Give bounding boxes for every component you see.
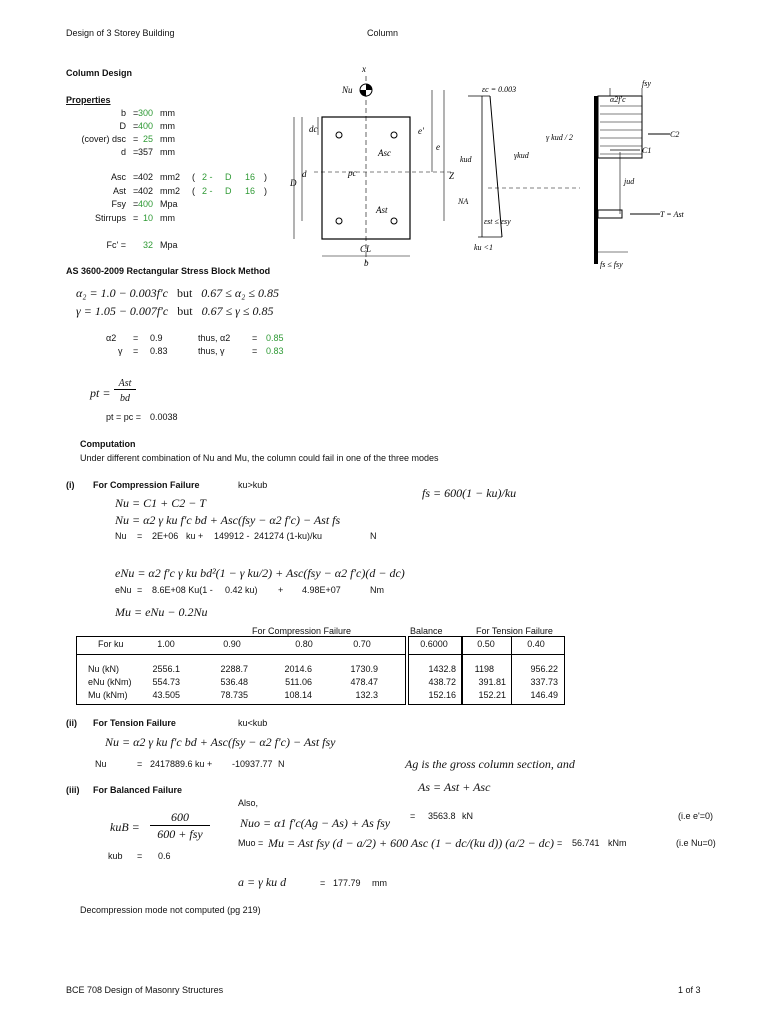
enu-line-coef: 8.6E+08 Ku(1 -	[152, 585, 213, 595]
compression-number: (i)	[66, 480, 75, 490]
table-cell: 152.16	[428, 690, 456, 700]
row-label: Mu (kNm)	[88, 690, 128, 700]
column-section-diagram	[284, 62, 484, 272]
tension-condition: ku<kub	[238, 718, 268, 728]
a-value: 177.79	[333, 878, 361, 888]
enu-line-label: eNu	[115, 585, 132, 595]
alpha-eq: =	[133, 333, 139, 343]
nu-line-coef: 2E+06	[152, 531, 179, 541]
ku-cell: 0.6000	[420, 639, 448, 649]
prop-value: 357	[137, 147, 153, 157]
gamma-formula-range: 0.67 ≤ γ ≤ 0.85	[201, 304, 274, 318]
prop-eq: =	[133, 199, 139, 209]
tension-equation: Nu = α2 γ ku f′c bd + Asc(fsy − α2 f′c) − Ast fsy	[105, 735, 336, 749]
prop-label: Ast	[112, 186, 126, 196]
gross-section-note: Ag is the gross column section, and	[405, 757, 575, 771]
alpha-formula-but: but	[176, 286, 193, 300]
footer-page: 1 of 3	[678, 985, 701, 995]
nu-line-unit: N	[370, 531, 377, 541]
ku-less-label: ku <1	[474, 243, 493, 252]
section-title: Column Design	[66, 68, 133, 78]
gamma-eq: =	[133, 346, 139, 356]
b-label: b	[364, 258, 369, 268]
balanced-number: (iii)	[66, 785, 80, 795]
stress-block-heading: AS 3600-2009 Rectangular Stress Block Method	[66, 266, 271, 276]
tension-line-coef: 2417889.6 ku +	[150, 759, 213, 769]
prop-label: Stirrups	[94, 213, 126, 223]
pt-lhs: pt =	[90, 386, 111, 400]
e-prime-label: e'	[418, 126, 424, 136]
enu-line-unit: Nm	[370, 585, 384, 595]
computation-intro: Under different combination of Nu and Mu, the column could fail in one of the three modes	[80, 453, 439, 463]
row-label: Nu (kN)	[88, 664, 119, 674]
prop-label: D	[119, 121, 126, 131]
prop-label: Asc	[110, 172, 126, 182]
ku-header: For ku	[98, 639, 124, 649]
alpha-sym: α2	[106, 333, 117, 343]
prop-bar-dia: 16	[245, 186, 256, 196]
prop-label: b	[120, 108, 126, 118]
enu-line-ku: 0.42 ku)	[225, 585, 258, 595]
prop-eq: =	[133, 134, 139, 144]
fs-equation: fs = 600(1 − ku)/ku	[422, 486, 517, 500]
x-axis-label: x	[362, 64, 366, 74]
prop-eq: =	[133, 213, 139, 223]
muo-note: (i.e Nu=0)	[676, 838, 716, 848]
prop-eq: =	[133, 186, 139, 196]
kub-value: 0.6	[158, 851, 171, 861]
ast-label: Ast	[376, 205, 388, 215]
muo-equation: Mu = Ast fsy (d − a/2) + 600 Asc (1 − dc/(ku d)) (a/2 − dc)	[268, 836, 554, 850]
half-depth-label: γ kud / 2	[546, 133, 573, 142]
gamma-value: 0.83	[150, 346, 168, 356]
ku-cell: 0.50	[477, 639, 495, 649]
nu-line-ku: ku +	[186, 531, 204, 541]
table-cell: 78.735	[220, 690, 248, 700]
strain-stress-diagram	[458, 79, 690, 272]
table-cell: 132.3	[355, 690, 378, 700]
table-cell: 511.06	[285, 677, 312, 687]
tension-force-label: T = Ast	[660, 210, 684, 219]
nu-line-const: 149912 -	[214, 531, 250, 541]
dc-label: dc	[309, 124, 318, 134]
tension-line-label: Nu	[95, 759, 107, 769]
stress-a2fc-label: α2f'c	[610, 95, 626, 104]
pt-numerator: Ast	[114, 378, 136, 390]
table-group-tension: For Tension Failure	[476, 626, 553, 636]
table-group-compression: For Compression Failure	[252, 626, 352, 636]
ku-cell: 1.00	[157, 639, 175, 649]
asc-label: Asc	[378, 148, 391, 158]
prop-value: 25	[142, 134, 153, 144]
pc-label: pc	[348, 168, 357, 178]
na-label: NA	[458, 197, 469, 206]
ku-cell: 0.40	[527, 639, 545, 649]
prop-paren: (	[192, 172, 195, 182]
footer-left: BCE 708 Design of Masonry Structures	[66, 985, 224, 995]
enu-line-eq: =	[137, 585, 143, 595]
table-cell: 554.73	[152, 677, 180, 687]
table-cell: 478.47	[350, 677, 378, 687]
prop-paren: (	[192, 186, 195, 196]
gamma-sym: γ	[118, 346, 123, 356]
a-equation: a = γ ku d	[238, 875, 287, 889]
prop-value: 300	[137, 108, 153, 118]
kud-label: kud	[460, 155, 472, 164]
muo-value: 56.741	[572, 838, 600, 848]
prop-unit: mm	[160, 121, 175, 131]
nu-force-equation: Nu = C1 + C2 − T	[115, 496, 206, 510]
prop-unit: mm2	[160, 186, 180, 196]
table-cell: 391.81	[478, 677, 506, 687]
table-cell: 337.73	[530, 677, 558, 687]
steel-strain-label: εst ≤ εsy	[484, 217, 511, 226]
d-label: d	[302, 169, 307, 179]
balanced-title: For Balanced Failure	[93, 785, 183, 795]
table-group-balance: Balance	[410, 626, 443, 636]
header-left: Design of 3 Storey Building	[66, 28, 175, 38]
table-cell: 108.14	[284, 690, 312, 700]
muo-unit: kNm	[608, 838, 627, 848]
nuo-unit: kN	[462, 811, 473, 821]
prop-value: 400	[137, 199, 153, 209]
enu-line-plus: +	[278, 585, 284, 595]
z-axis-label: Z	[449, 171, 455, 181]
alpha-eq2: =	[252, 333, 258, 343]
prop-label: d	[120, 147, 126, 157]
table-cell: 536.48	[220, 677, 248, 687]
table-cell: 146.49	[530, 690, 558, 700]
tension-line-eq: =	[137, 759, 143, 769]
table-cell: 2556.1	[152, 664, 180, 674]
kub-line-eq: =	[137, 851, 143, 861]
kub-line-label: kub	[108, 851, 123, 861]
gkud-label: γkud	[514, 151, 529, 160]
tension-line-unit: N	[278, 759, 285, 769]
prop-eq: =	[133, 121, 139, 131]
mu-equation: Mu = eNu − 0.2Nu	[115, 605, 208, 619]
decompression-note: Decompression mode not computed (pg 219)	[80, 905, 261, 915]
nuo-eq: =	[410, 811, 416, 821]
pt-pc-label: pt = pc =	[106, 412, 142, 422]
prop-unit: mm2	[160, 172, 180, 182]
gamma-result: 0.83	[266, 346, 284, 356]
fs-label: fs ≤ fsy	[600, 260, 623, 269]
alpha-value: 0.9	[150, 333, 163, 343]
kub-denominator: 600 + fsy	[157, 827, 203, 841]
nuo-note: (i.e e'=0)	[678, 811, 713, 821]
compression-title: For Compression Failure	[93, 480, 200, 490]
prop-bar-count: 2 -	[202, 186, 213, 196]
computation-heading: Computation	[80, 439, 136, 449]
nu-line-label: Nu	[115, 531, 127, 541]
table-cell: 438.72	[428, 677, 456, 687]
alpha-formula-lhs: α₂ = 1.0 − 0.003f′c	[76, 286, 168, 300]
prop-bar-type: D	[225, 172, 232, 182]
prop-value: 400	[137, 121, 153, 131]
nu-label: Nu	[342, 85, 353, 95]
pt-pc-value: 0.0038	[150, 412, 178, 422]
tension-number: (ii)	[66, 718, 77, 728]
fc-unit: Mpa	[160, 240, 178, 250]
header-center: Column	[367, 28, 399, 38]
nu-compression-equation: Nu = α2 γ ku f′c bd + Asc(fsy − α2 f′c) − Ast fs	[115, 513, 341, 527]
prop-bar-type: D	[225, 186, 232, 196]
c1-label: C1	[642, 146, 652, 155]
table-cell: 2014.6	[284, 664, 312, 674]
prop-value: 10	[142, 213, 153, 223]
fc-value: 32	[142, 240, 153, 250]
prop-paren: )	[264, 186, 267, 196]
tension-title: For Tension Failure	[93, 718, 176, 728]
a-unit: mm	[372, 878, 387, 888]
table-cell: 1730.9	[350, 664, 378, 674]
table-cell: 956.22	[530, 664, 558, 674]
compression-condition: ku>kub	[238, 480, 268, 490]
alpha-result: 0.85	[266, 333, 284, 343]
ku-cell: 0.70	[353, 639, 371, 649]
prop-unit: mm	[160, 134, 175, 144]
jud-label: jud	[624, 177, 635, 186]
nuo-equation: Nuo = α1 f′c(Ag − As) + As fsy	[240, 816, 391, 830]
prop-unit: mm	[160, 108, 175, 118]
a-eq: =	[320, 878, 326, 888]
gamma-formula	[76, 304, 273, 319]
kub-lhs: kuB =	[110, 820, 140, 834]
strain-label: εc = 0.003	[482, 85, 517, 94]
row-label: eNu (kNm)	[88, 677, 132, 687]
alpha-thus: thus, α2	[198, 333, 231, 343]
as-equation: As = Ast + Asc	[418, 780, 491, 794]
prop-unit: mm	[160, 147, 175, 157]
fsy-label: fsy	[642, 79, 651, 88]
kub-numerator: 600	[150, 810, 210, 826]
table-cell: 152.21	[478, 690, 506, 700]
gamma-formula-lhs: γ = 1.05 − 0.007f′c	[76, 304, 169, 318]
prop-value: 402	[137, 186, 153, 196]
prop-eq: =	[133, 147, 139, 157]
enu-equation: eNu = α2 f′c γ ku bd²(1 − γ ku/2) + Asc(fsy − α2 f′c)(d − dc)	[115, 566, 405, 580]
D-label: D	[290, 178, 297, 188]
centreline-label: CL	[360, 244, 372, 254]
tension-line-const: -10937.77	[232, 759, 273, 769]
prop-unit: Mpa	[160, 199, 178, 209]
prop-paren: )	[264, 172, 267, 182]
prop-label: (cover) dsc	[81, 134, 126, 144]
prop-unit: mm	[160, 213, 175, 223]
prop-label: Fsy	[111, 199, 126, 209]
prop-value: 402	[137, 172, 153, 182]
gamma-eq2: =	[252, 346, 258, 356]
muo-label: Muo =	[238, 838, 264, 848]
table-cell: 2288.7	[220, 664, 248, 674]
fc-label: Fc' =	[106, 240, 126, 250]
enu-line-const: 4.98E+07	[302, 585, 341, 595]
table-cell: 43.505	[152, 690, 180, 700]
ku-cell: 0.80	[295, 639, 313, 649]
table-cell: 1198	[474, 664, 494, 674]
gamma-formula-but: but	[177, 304, 193, 318]
ku-cell: 0.90	[223, 639, 241, 649]
prop-bar-count: 2 -	[202, 172, 213, 182]
table-cell: 1432.8	[428, 664, 456, 674]
pt-denominator: bd	[120, 393, 130, 404]
muo-eq: =	[557, 838, 563, 848]
c2-label: C2	[670, 130, 680, 139]
alpha-formula-range: 0.67 ≤ α₂ ≤ 0.85	[201, 286, 279, 300]
nu-line-term: 241274 (1-ku)/ku	[254, 531, 323, 541]
prop-eq: =	[133, 172, 139, 182]
gamma-thus: thus, γ	[198, 346, 225, 356]
also-label: Also,	[238, 798, 259, 808]
prop-eq: =	[133, 108, 139, 118]
e-label: e	[436, 142, 440, 152]
nuo-value: 3563.8	[428, 811, 456, 821]
properties-heading: Properties	[66, 95, 111, 105]
alpha-formula	[76, 286, 279, 301]
prop-bar-dia: 16	[245, 172, 256, 182]
nu-line-eq: =	[137, 531, 143, 541]
